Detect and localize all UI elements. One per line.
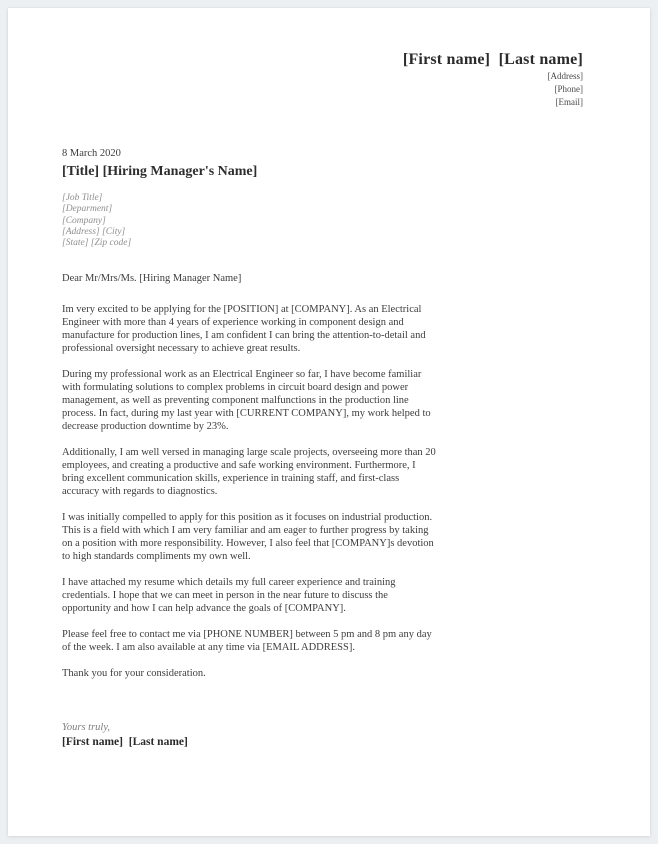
paragraph-experience: During my professional work as an Electrical Engineer so far, I have become familiar with formulating solutions to complex problems in circuit board design and power management, as well as preventing component malfunctions in the production line process. In fact, during my last year with [CURRENT COMPANY], my work helped to decrease production downtime by 23%. [62,369,431,433]
sender-phone: [Phone] [554,84,583,94]
letter-page [8,8,650,836]
sender-address: [Address] [547,71,583,81]
letter-body [8,147,440,750]
sender-email: [Email] [555,97,583,107]
paragraph-contact: Please feel free to contact me via [PHONE NUMBER] between 5 pm and 8 pm any day of the week. I am also available at any time via [EMAIL ADDRESS]. [62,629,432,654]
recipient-title: [Title] [Hiring Manager's Name] [62,164,258,179]
sender-name: [First name] [Last name] [402,51,583,68]
recipient-department: [Deparment] [62,204,113,215]
paragraph-resume: I have attached my resume which details my full career experience and training credentials. I hope that we can meet in person in the near future to discuss the opportunity and how I can help advance the goals of [COMPANY]. [62,577,396,615]
paragraph-thanks: Thank you for your consideration. [62,668,206,680]
salutation: Dear Mr/Mrs/Ms. [Hiring Manager Name] [62,273,242,285]
recipient-address-city: [Address] [City] [62,226,126,237]
sender-header [8,8,650,109]
paragraph-intro: Im very excited to be applying for the [POSITION] at [COMPANY]. As an Electrical Engineer with more than 4 years of experience working in component design and manufacture for production lines, I am confident I can bring the attention-to-detail and professional oversight necessary to achieve great results. [62,304,426,355]
paragraph-skills: Additionally, I am well versed in managing large scale projects, overseeing more than 20 employees, and creating a productive and safe working environment. Furthermore, I bring excellent communication skills, experience in training staff, and first-class accuracy with regards to diagnostics. [62,447,436,498]
paragraph-motivation: I was initially compelled to apply for this position as it focuses on industrial production. This is a field with which I am very familiar and am eager to further progress by taking on a position with more responsibility. However, I also feel that [COMPANY]s devotion to high standards compliments my own well. [62,512,434,563]
closing-valediction: Yours truly, [62,722,111,734]
recipient-job-title: [Job Title] [62,193,103,203]
recipient-details [62,193,440,249]
letter-date: 8 March 2020 [62,148,121,159]
recipient-company: [Company] [62,215,106,226]
signature-name: [First name] [Last name] [62,736,188,749]
recipient-state-zip: [State] [Zip code] [62,238,132,249]
